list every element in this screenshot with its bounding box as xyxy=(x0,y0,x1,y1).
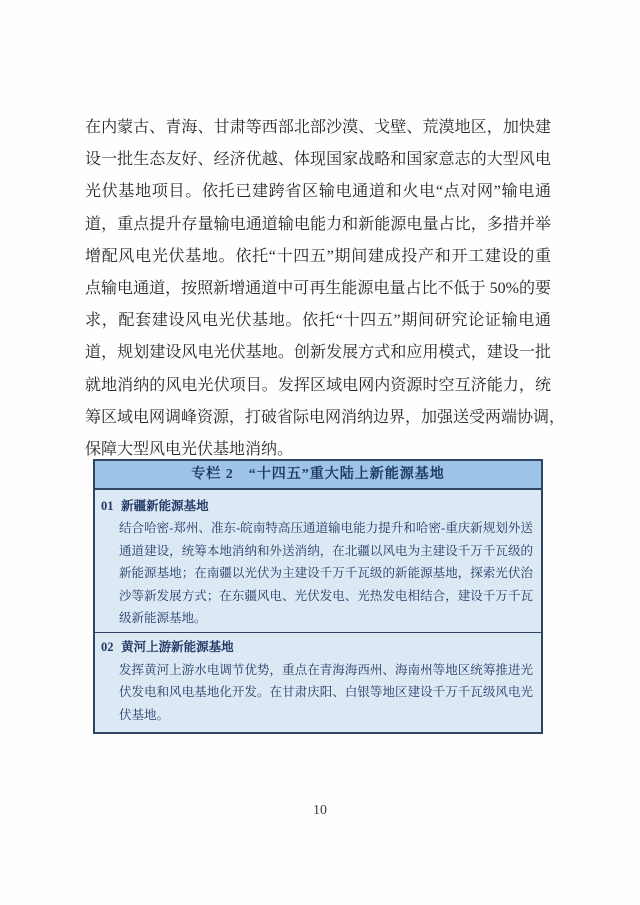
section-line: 级新能源基地。 xyxy=(119,611,207,626)
section-number: 02 xyxy=(101,640,114,655)
paragraph-line: 设一批生态友好、经济优越、体现国家战略和国家意志的大型风电 xyxy=(85,151,551,169)
section-number: 01 xyxy=(101,499,114,513)
panel-body xyxy=(95,490,541,732)
paragraph-line: 道，重点提升存量输电通道输电能力和新能源电量占比，多措并举 xyxy=(85,215,551,233)
section-line: 伏基地。 xyxy=(119,707,170,722)
body-paragraph xyxy=(85,112,566,466)
paragraph-line: 保障大型风电光伏基地消纳。 xyxy=(85,441,294,459)
section-line: 新能源基地；在南疆以光伏为主建设千万千瓦级的新能源基地，探索光伏治 xyxy=(119,566,533,581)
section-line: 结合哈密-郑州、准东-皖南特高压通道输电能力提升和哈密-重庆新规划外送 xyxy=(119,521,533,536)
page-number: 10 xyxy=(313,803,327,818)
paragraph-line: 道，规划建设风电光伏基地。创新发展方式和应用模式，建设一批 xyxy=(85,344,551,362)
paragraph-line: 筹区域电网调峰资源，打破省际电网消纳边界，加强送受两端协调， xyxy=(85,408,566,426)
panel-title: 专栏 2 “十四五”重大陆上新能源基地 xyxy=(95,461,541,490)
paragraph-line: 光伏基地项目。依托已建跨省区输电通道和火电“点对网”输电通 xyxy=(85,183,551,201)
highlight-box-panel xyxy=(93,459,543,734)
paragraph-line: 在内蒙古、青海、甘肃等西部北部沙漠、戈壁、荒漠地区，加快建 xyxy=(85,119,551,136)
panel-section-yellow-river xyxy=(101,636,533,726)
panel-section-xinjiang xyxy=(101,495,533,629)
section-heading xyxy=(101,495,533,517)
paragraph-line: 点输电通道，按照新增通道中可再生能源电量占比不低于 50%的要 xyxy=(85,280,551,298)
section-line: 伏发电和风电基地化开发。在甘肃庆阳、白银等地区建设千万千瓦级风电光 xyxy=(119,685,533,700)
section-title: 黄河上游新能源基地 xyxy=(121,640,234,655)
section-body xyxy=(101,659,533,726)
section-line: 沙等新发展方式；在东疆风电、光伏发电、光热发电相结合，建设千万千瓦 xyxy=(119,588,533,603)
section-line: 发挥黄河上游水电调节优势，重点在青海海西州、海南州等地区统筹推进光 xyxy=(119,662,533,677)
section-line: 通道建设，统筹本地消纳和外送消纳，在北疆以风电为主建设千万千瓦级的 xyxy=(119,543,533,558)
paragraph-line: 就地消纳的风电光伏项目。发挥区域电网内资源时空互济能力，统 xyxy=(85,376,551,394)
paragraph-line: 求，配套建设风电光伏基地。依托“十四五”期间研究论证输电通 xyxy=(85,312,551,330)
section-body xyxy=(101,517,533,629)
paragraph-line: 增配风电光伏基地。依托“十四五”期间建成投产和开工建设的重 xyxy=(85,247,551,265)
section-title: 新疆新能源基地 xyxy=(121,499,209,513)
section-divider xyxy=(95,632,541,633)
section-heading xyxy=(101,636,533,658)
